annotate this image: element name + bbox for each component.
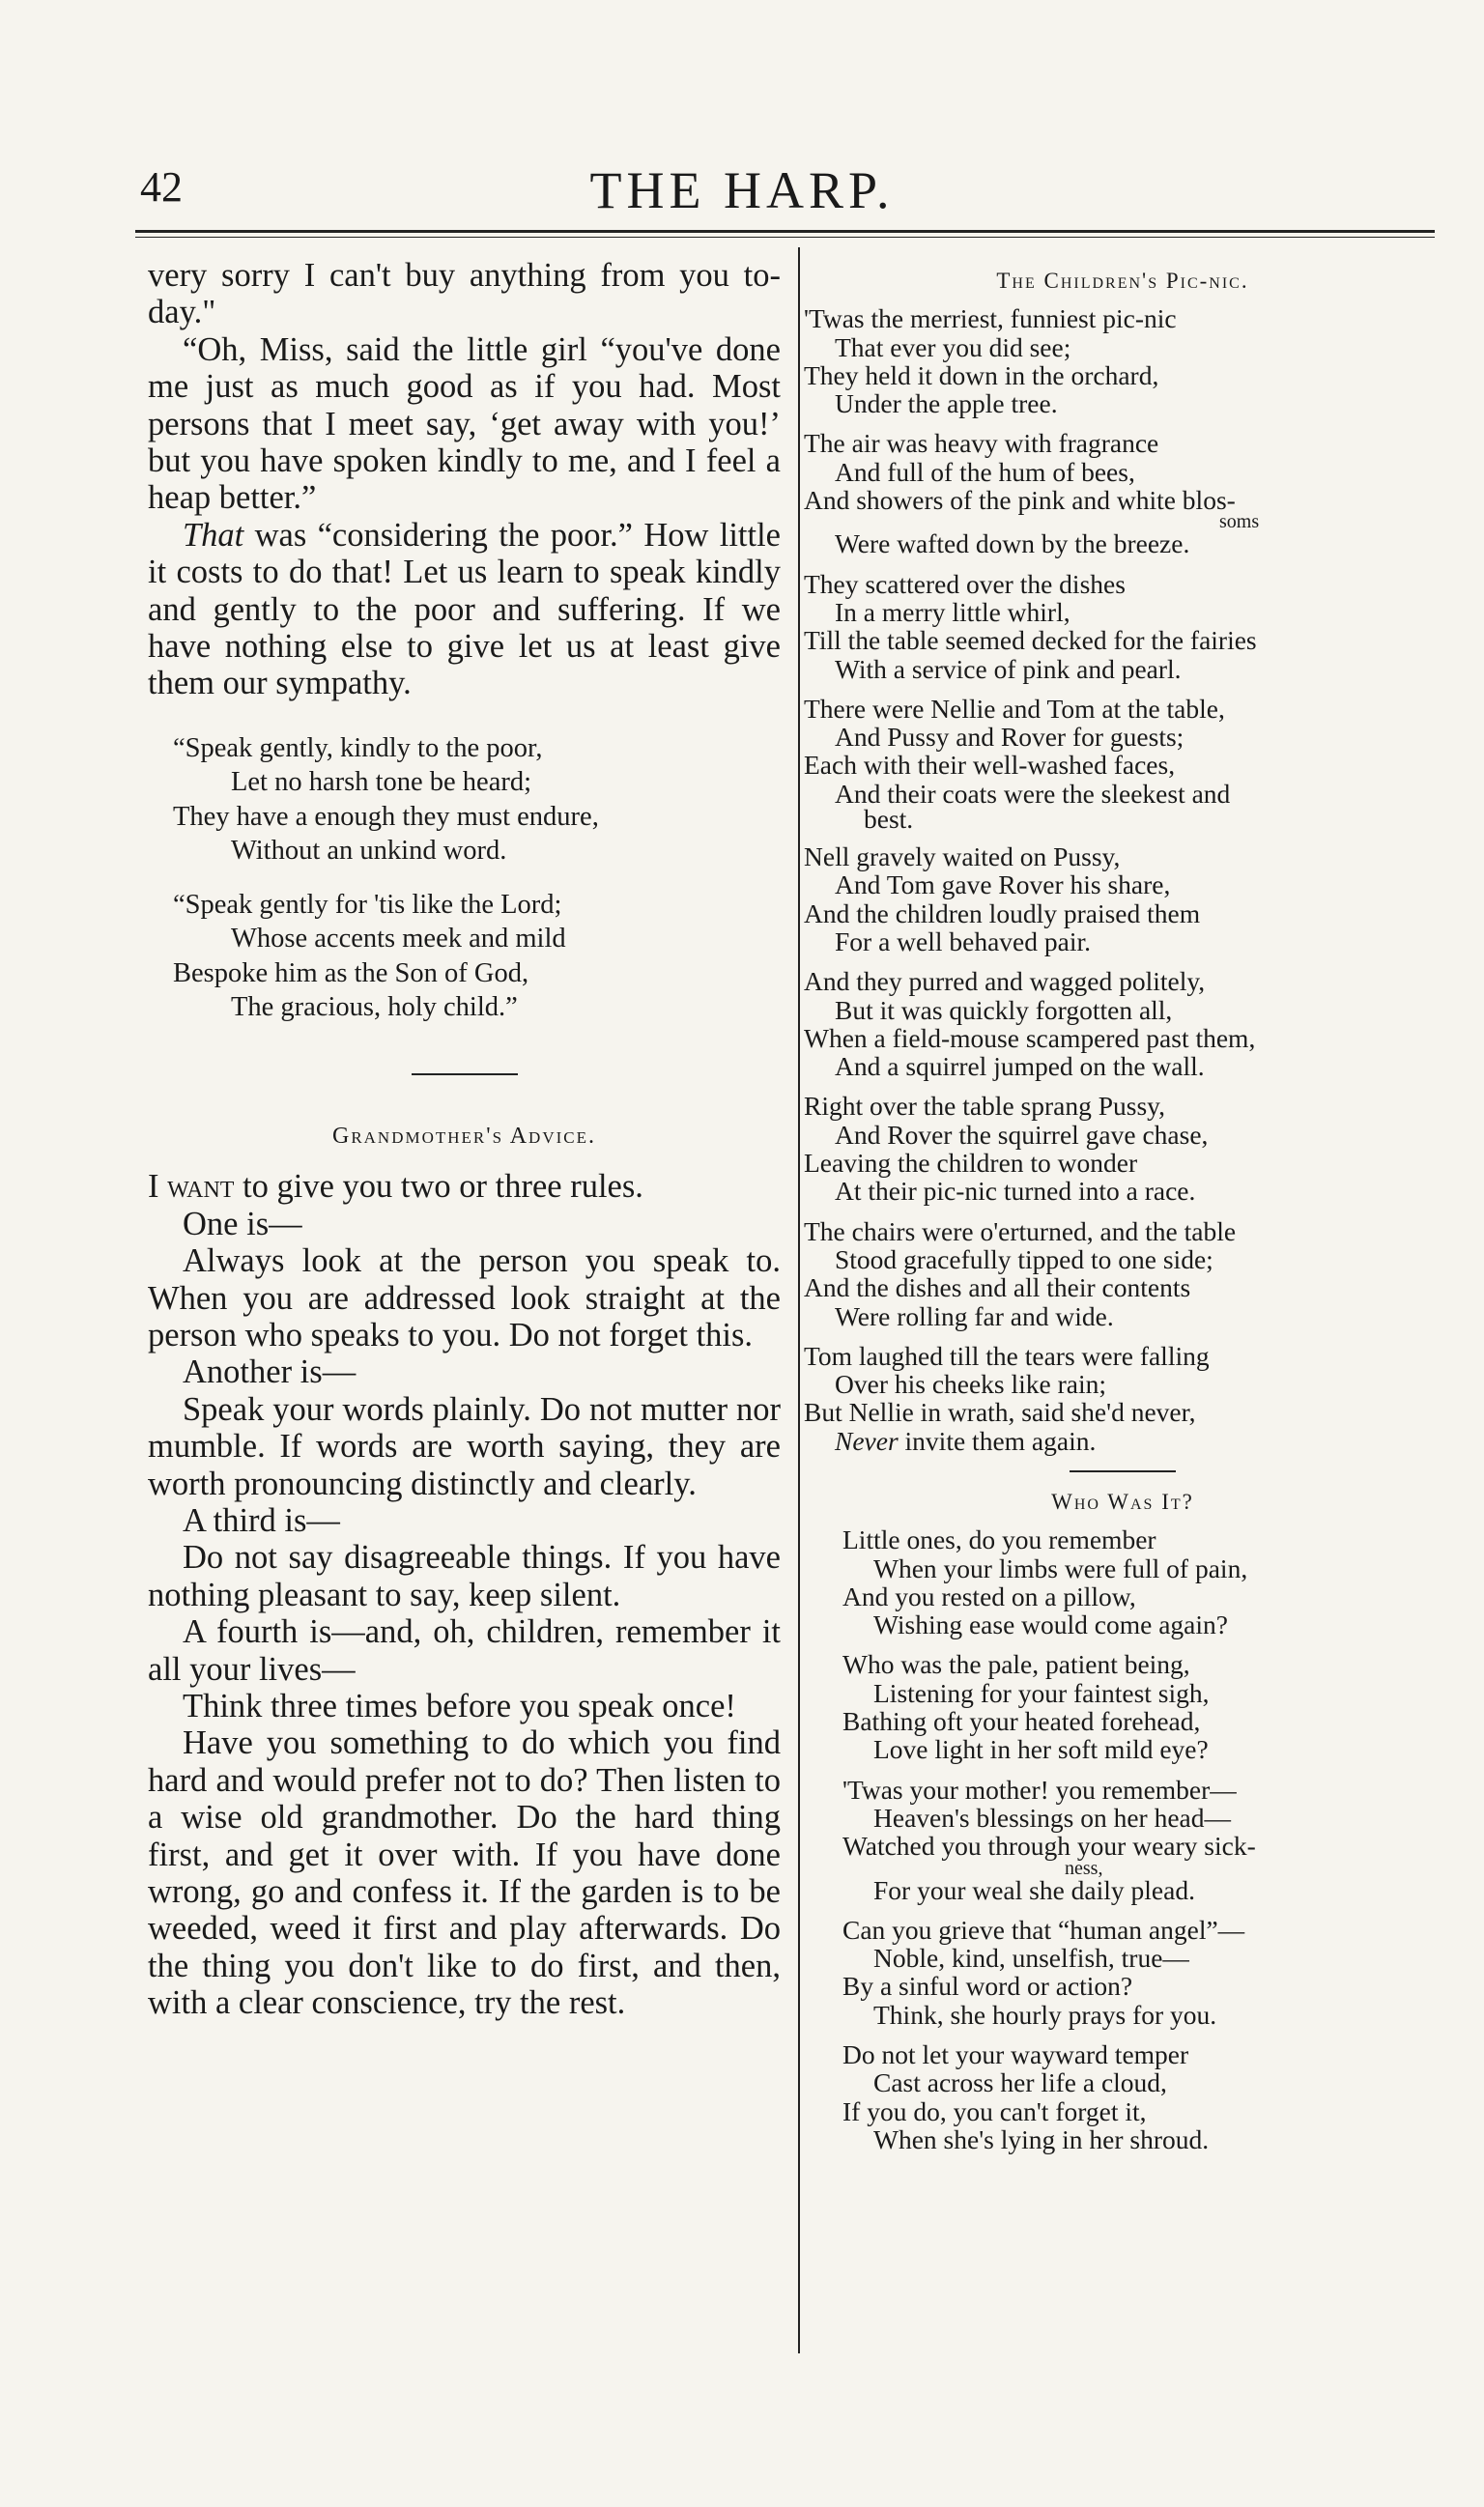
section-title-grandmothers-advice: Grandmother's Advice. — [331, 1123, 596, 1149]
poem-line: When a field-mouse scampered past them, — [804, 1022, 1256, 1053]
poem-line: Wishing ease would come again? — [873, 1610, 1228, 1640]
poem-line: But Nellie in wrath, said she'd never, — [804, 1397, 1196, 1428]
advice-opening-text: to give you two or three rules. — [234, 1168, 643, 1206]
poem-line: Stood gracefully tipped to one side; — [835, 1243, 1213, 1274]
poem-line — [804, 1427, 1441, 1455]
poem-line: Heaven's blessings on her head— — [873, 1802, 1232, 1833]
poem-line: Nell gravely waited on Pussy, — [804, 841, 1121, 872]
right-column — [804, 267, 1441, 2153]
poem-line: Over his cheeks like rain; — [835, 1369, 1107, 1400]
picnic-stanza — [804, 1092, 1441, 1205]
advice-closing: Have you something to do which you find hard and would prefer not to do? Then listen to a wise old grandmother. Do the hard thing first, and get it over with. If you have done wrong, go and confess it. If the garden is to be weeded, weed it first and play afterwards. Do the thing you don't like to do first, and then, with a clear conscience, try the rest. — [148, 1724, 781, 2022]
poem-line: With a service of pink and pearl. — [835, 653, 1182, 684]
poem-line: They have a enough they must endure, — [173, 801, 599, 832]
poem-line: And a squirrel jumped on the wall. — [835, 1051, 1205, 1082]
poem-line: Tom laughed till the tears were falling — [804, 1340, 1210, 1371]
poem-line: 'Twas your mother! you remember— — [842, 1774, 1237, 1805]
poem-line: And their coats were the sleekest and — [835, 778, 1231, 809]
poem-line: At their pic-nic turned into a race. — [835, 1176, 1196, 1207]
who-stanza — [842, 1650, 1441, 1763]
poem-line: Without an unkind word. — [231, 836, 507, 867]
intro-paragraph-1: very sorry I can't buy anything from you to-day." — [148, 257, 781, 331]
speak-gently-poem — [148, 731, 781, 1025]
poem-line: They held it down in the orchard, — [804, 359, 1159, 390]
advice-rule-two: Speak your words plainly. Do not mutter nor mumble. If words are worth saying, they are worth pronouncing distinctly and clearly. — [148, 1390, 781, 1502]
poem-line: And the dishes and all their contents — [804, 1272, 1191, 1303]
poem-line: And Rover the squirrel gave chase, — [835, 1119, 1209, 1150]
poem-line: For a well behaved pair. — [835, 926, 1091, 956]
poem-line: Who was the pale, patient being, — [842, 1649, 1190, 1680]
poem-line: “Speak gently, kindly to the poor, — [173, 732, 543, 763]
considering-emphasis: That — [183, 516, 244, 554]
intro-paragraph-2: “Oh, Miss, said the little girl “you've done me just as much good as if you had. Most persons that I meet say, ‘get away with you!’ but you have spoken kindly to me, and I feel a heap better.” — [148, 330, 781, 517]
picnic-last-text: invite them again. — [898, 1425, 1097, 1456]
poem-line: soms — [1219, 511, 1260, 533]
who-stanza — [842, 2040, 1441, 2153]
advice-rule-three-label: A third is— — [183, 1501, 340, 1539]
advice-rule-three: Do not say disagreeable things. If you have nothing pleasant to say, keep silent. — [148, 1539, 781, 1613]
advice-rule-one: Always look at the person you speak to. When you are addressed look straight at the person who speaks to you. Do not forget this. — [148, 1242, 781, 1353]
poem-line: That ever you did see; — [835, 331, 1071, 362]
advice-opening — [148, 1168, 781, 1205]
picnic-stanza — [804, 429, 1441, 557]
poem-line: The gracious, holy child.” — [231, 992, 518, 1023]
poem-stanza — [173, 731, 781, 869]
advice-rule-two-label: Another is— — [183, 1353, 357, 1391]
advice-rule-four-label: A fourth is—and, oh, children, remember it all your lives— — [148, 1613, 781, 1688]
poem-line: 'Twas the merriest, funniest pic-nic — [804, 303, 1177, 334]
poem-line: Whose accents meek and mild — [231, 924, 566, 954]
page-number: 42 — [140, 163, 183, 211]
poem-line: best. — [864, 804, 914, 835]
poem-line: Each with their well-washed faces, — [804, 750, 1176, 781]
poem-line: If you do, you can't forget it, — [842, 2095, 1147, 2126]
picnic-stanza — [804, 1217, 1441, 1330]
poem-line: When she's lying in her shroud. — [873, 2123, 1210, 2154]
poem-line: Were wafted down by the breeze. — [835, 528, 1190, 559]
poem-line: Leaving the children to wonder — [804, 1148, 1138, 1179]
poem-line: When your limbs were full of pain, — [873, 1553, 1248, 1583]
poem-line: Think, she hourly prays for you. — [873, 1999, 1217, 2030]
poem-line: They scattered over the dishes — [804, 568, 1126, 599]
poem-line: And full of the hum of bees, — [835, 456, 1135, 487]
poem-line: Were rolling far and wide. — [835, 1300, 1114, 1331]
picnic-last-emphasis: Never — [835, 1425, 899, 1456]
masthead-title: THE HARP. — [589, 161, 895, 219]
who-stanza — [842, 1776, 1441, 1904]
poem-line: Under the apple tree. — [835, 388, 1058, 419]
poem-line: By a sinful word or action? — [842, 1971, 1133, 2002]
advice-rule-four: Think three times before you speak once! — [183, 1687, 736, 1724]
poem-line: Can you grieve that “human angel”— — [842, 1914, 1245, 1945]
header-rule — [135, 230, 1435, 233]
poem-line: And they purred and wagged politely, — [804, 966, 1206, 997]
poem-line: Let no harsh tone be heard; — [231, 767, 532, 798]
poem-line: For your weal she daily plead. — [873, 1874, 1195, 1905]
poem-line: There were Nellie and Tom at the table, — [804, 693, 1225, 724]
advice-rule-one-label: One is— — [183, 1205, 302, 1242]
poem-line: And Tom gave Rover his share, — [835, 869, 1171, 900]
picnic-stanza — [804, 967, 1441, 1080]
advice-opening-smallcaps: I want — [148, 1168, 235, 1206]
poem-line: Bespoke him as the Son of God, — [173, 957, 529, 988]
poem-line: Till the table seemed decked for the fairies — [804, 625, 1257, 656]
poem-line: And Pussy and Rover for guests; — [835, 722, 1184, 753]
poem-line: Listening for your faintest sigh, — [873, 1677, 1210, 1708]
picnic-stanza — [804, 1342, 1441, 1455]
section-divider — [412, 1073, 518, 1075]
poem-line: Noble, kind, unselfish, true— — [873, 1943, 1189, 1974]
poem-line: “Speak gently for 'tis like the Lord; — [173, 889, 562, 920]
poem-line: The chairs were o'erturned, and the table — [804, 1215, 1237, 1246]
section-divider — [1070, 1470, 1176, 1472]
considering-paragraph — [148, 517, 781, 702]
who-stanza — [842, 1525, 1441, 1638]
picnic-stanza — [804, 842, 1441, 955]
poem-line: And showers of the pink and white blos- — [804, 485, 1236, 516]
left-column — [148, 257, 781, 2022]
poem-line: Bathing oft your heated forehead, — [842, 1706, 1201, 1737]
section-title-who-was-it: Who Was It? — [1051, 1489, 1194, 1514]
considering-text: was “considering the poor.” How little it costs to do that! Let us learn to speak kindly and gently to the poor and suffering. If we have nothing else to give let us at least give them our sympathy. — [148, 516, 781, 702]
poem-line: ness, — [1065, 1857, 1103, 1879]
section-title-childrens-picnic: The Children's Pic-nic. — [996, 269, 1249, 293]
poem-line: Little ones, do you remember — [842, 1524, 1156, 1555]
poem-line: Love light in her soft mild eye? — [873, 1734, 1209, 1765]
poem-line: And you rested on a pillow, — [842, 1581, 1136, 1611]
poem-stanza — [173, 888, 781, 1025]
poem-line: Cast across her life a cloud, — [873, 2067, 1167, 2098]
who-was-it-poem — [804, 1525, 1441, 2153]
picnic-stanza — [804, 570, 1441, 683]
picnic-stanza — [804, 693, 1441, 835]
poem-line: The air was heavy with fragrance — [804, 428, 1159, 459]
poem-line: Right over the table sprang Pussy, — [804, 1091, 1166, 1122]
picnic-stanza — [804, 304, 1441, 417]
poem-line: Do not let your wayward temper — [842, 2039, 1189, 2070]
poem-line: And the children loudly praised them — [804, 897, 1201, 928]
poem-line: Watched you through your weary sick- — [842, 1831, 1256, 1862]
poem-line: In a merry little whirl, — [835, 596, 1070, 627]
column-divider — [798, 247, 800, 2353]
who-stanza — [842, 1916, 1441, 2029]
poem-line: But it was quickly forgotten all, — [835, 994, 1173, 1025]
header-rule-thin — [135, 237, 1435, 238]
